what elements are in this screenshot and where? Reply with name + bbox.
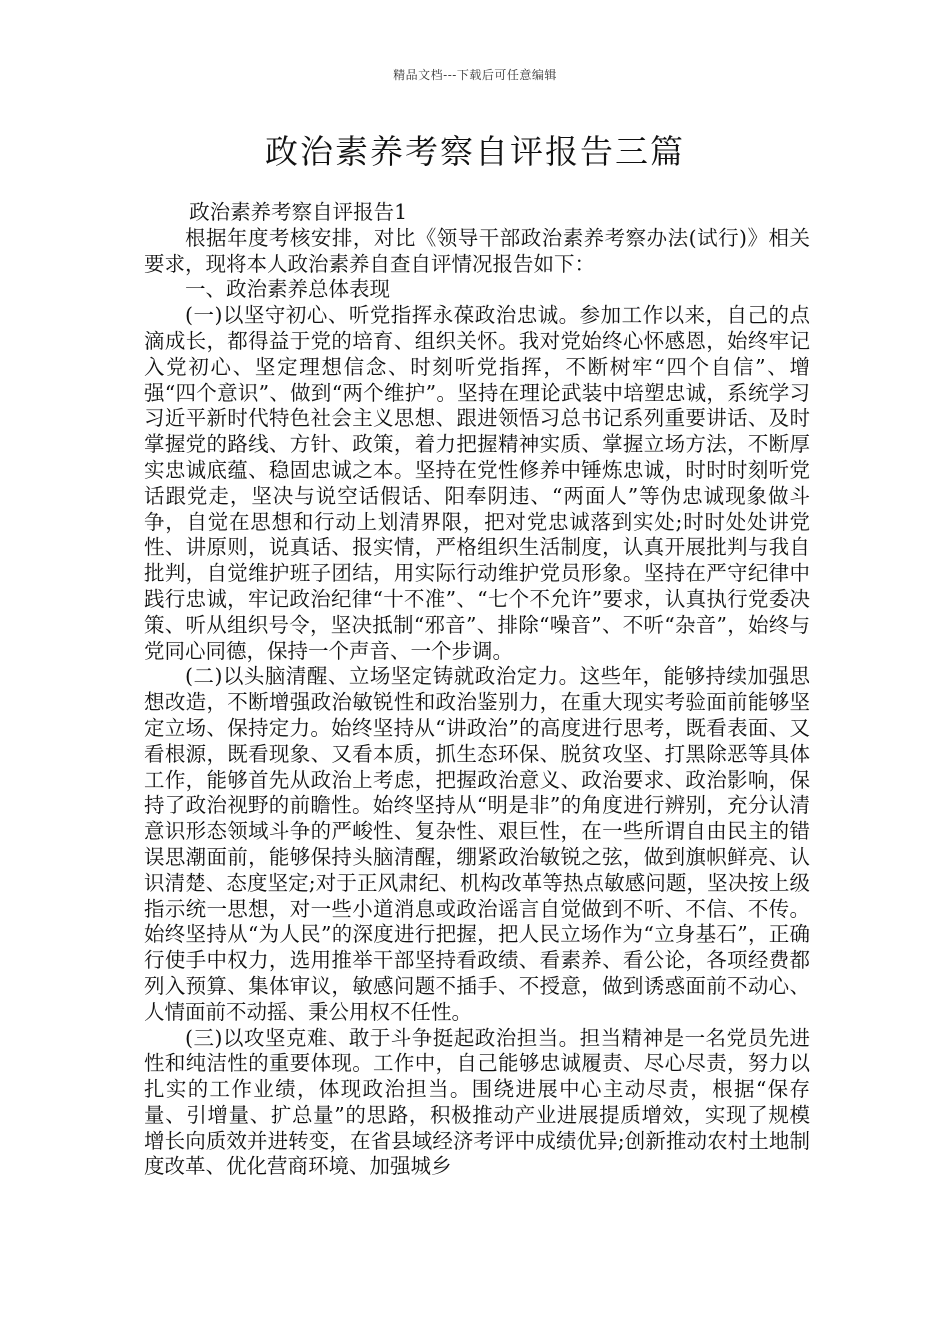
section-heading: 一、政治素养总体表现 xyxy=(185,277,390,302)
document-body xyxy=(144,200,810,1180)
body-paragraph-1: (一)以坚守初心、听党指挥永葆政治忠诚。参加工作以来，自己的点滴成长，都得益于党的培育、组织关怀。我对党始终心怀感恩，始终牢记入党初心、坚定理想信念、时刻听党指挥，不断树牢“四个自信”、增强“四个意识”、做到“两个维护”。坚持在理论武装中培塑忠诚，系统学习习近平新时代特色社会主义思想、跟进领悟习总书记系列重要讲话、及时掌握党的路线、方针、政策，着力把握精神实质、掌握立场方法，不断厚实忠诚底蕴、稳固忠诚之本。坚持在党性修养中锤炼忠诚，时时时刻听党话跟党走，坚决与说空话假话、阳奉阴违、“两面人”等伪忠诚现象做斗争，自觉在思想和行动上划清界限，把对党忠诚落到实处;时时处处讲党性、讲原则，说真话、报实情，严格组织生活制度，认真开展批判与我自批判，自觉维护班子团结，用实际行动维护党员形象。坚持在严守纪律中践行忠诚，牢记政治纪律“十不准”、“七个不允许”要求，认真执行党委决策、听从组织号令，坚决抵制“邪音”、排除“噪音”、不听“杂音”，始终与党同心同德，保持一个声音、一个步调。 xyxy=(144,303,810,663)
page-title: 政治素养考察自评报告三篇 xyxy=(265,132,685,171)
header-watermark: 精品文档---下载后可任意编辑 xyxy=(393,68,557,82)
body-paragraph-2: (二)以头脑清醒、立场坚定铸就政治定力。这些年，能够持续加强思想改造，不断增强政治敏锐性和政治鉴别力，在重大现实考验面前能够坚定立场、保持定力。始终坚持从“讲政治”的高度进行思考，既看表面、又看根源，既看现象、又看本质，抓生态环保、脱贫攻坚、打黑除恶等具体工作，能够首先从政治上考虑，把握政治意义、政治要求、政治影响，保持了政治视野的前瞻性。始终坚持从“明是非”的角度进行辨别，充分认清意识形态领域斗争的严峻性、复杂性、艰巨性，在一些所谓自由民主的错误思潮面前，能够保持头脑清醒，绷紧政治敏锐之弦，做到旗帜鲜亮、认识清楚、态度坚定;对于正风肃纪、机构改革等热点敏感问题，坚决按上级指示统一思想，对一些小道消息或政治谣言自觉做到不听、不信、不传。始终坚持从“为人民”的深度进行把握，把人民立场作为“立身基石”，正确行使手中权力，选用推举干部坚持看政绩、看素养、看公论，各项经费都列入预算、集体审议，敏感问题不插手、不授意，做到诱惑面前不动心、人情面前不动摇、秉公用权不任性。 xyxy=(144,664,810,1024)
report-subtitle: 政治素养考察自评报告1 xyxy=(189,200,408,224)
body-paragraph-3: (三)以攻坚克难、敢于斗争挺起政治担当。担当精神是一名党员先进性和纯洁性的重要体现。工作中，自己能够忠诚履责、尽心尽责，努力以扎实的工作业绩，体现政治担当。围绕进展中心主动尽责，根据“保存量、引增量、扩总量”的思路，积极推动产业进展提质增效，实现了规模增长向质效并进转变，在省县域经济考评中成绩优异;创新推动农村土地制度改革、优化营商环境、加强城乡 xyxy=(144,1025,810,1179)
intro-paragraph: 根据年度考核安排，对比《领导干部政治素养考察办法(试行)》相关要求，现将本人政治素养自查自评情况报告如下： xyxy=(144,225,810,276)
